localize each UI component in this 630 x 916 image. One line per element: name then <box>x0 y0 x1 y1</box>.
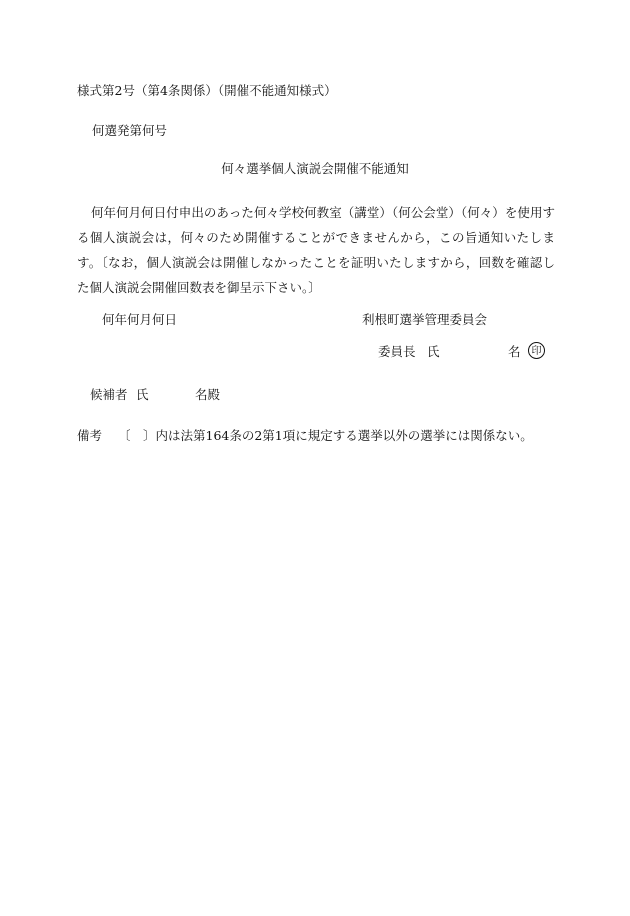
remarks-label: 備考 <box>77 428 103 443</box>
chair-surname-label: 氏 <box>427 344 440 359</box>
issue-date: 何年何月何日 <box>102 312 178 327</box>
notice-body: 何年何月何日付申出のあった何々学校何教室（講堂）（何公会堂）（何々）を使用する個人演説会は，何々のため開催することができませんから，この旨通知いたします。〔なお，個人演説会は開催しなかったことを証明いたしますから，回数を確認した個人演説会開催回数表を御呈示下さい。〕 <box>77 205 555 295</box>
committee-name: 利根町選挙管理委員会 <box>362 312 488 327</box>
document-title: 何々選挙個人演説会開催不能通知 <box>221 161 409 176</box>
chair-given-name-label: 名 <box>508 344 521 359</box>
chair-role-label: 委員長 <box>378 344 416 359</box>
candidate-surname-label: 氏 <box>136 387 149 402</box>
form-label: 様式第2号（第4条関係）（開催不能通知様式） <box>77 83 337 98</box>
remarks-text: 〔 〕内は法第164条の2第1項に規定する選挙以外の選挙には関係ない。 <box>118 428 533 443</box>
seal-icon: 印 <box>528 342 545 359</box>
document-number: 何選発第何号 <box>92 123 168 138</box>
candidate-given-name-label: 名殿 <box>195 387 221 402</box>
candidate-role-label: 候補者 <box>90 387 128 402</box>
